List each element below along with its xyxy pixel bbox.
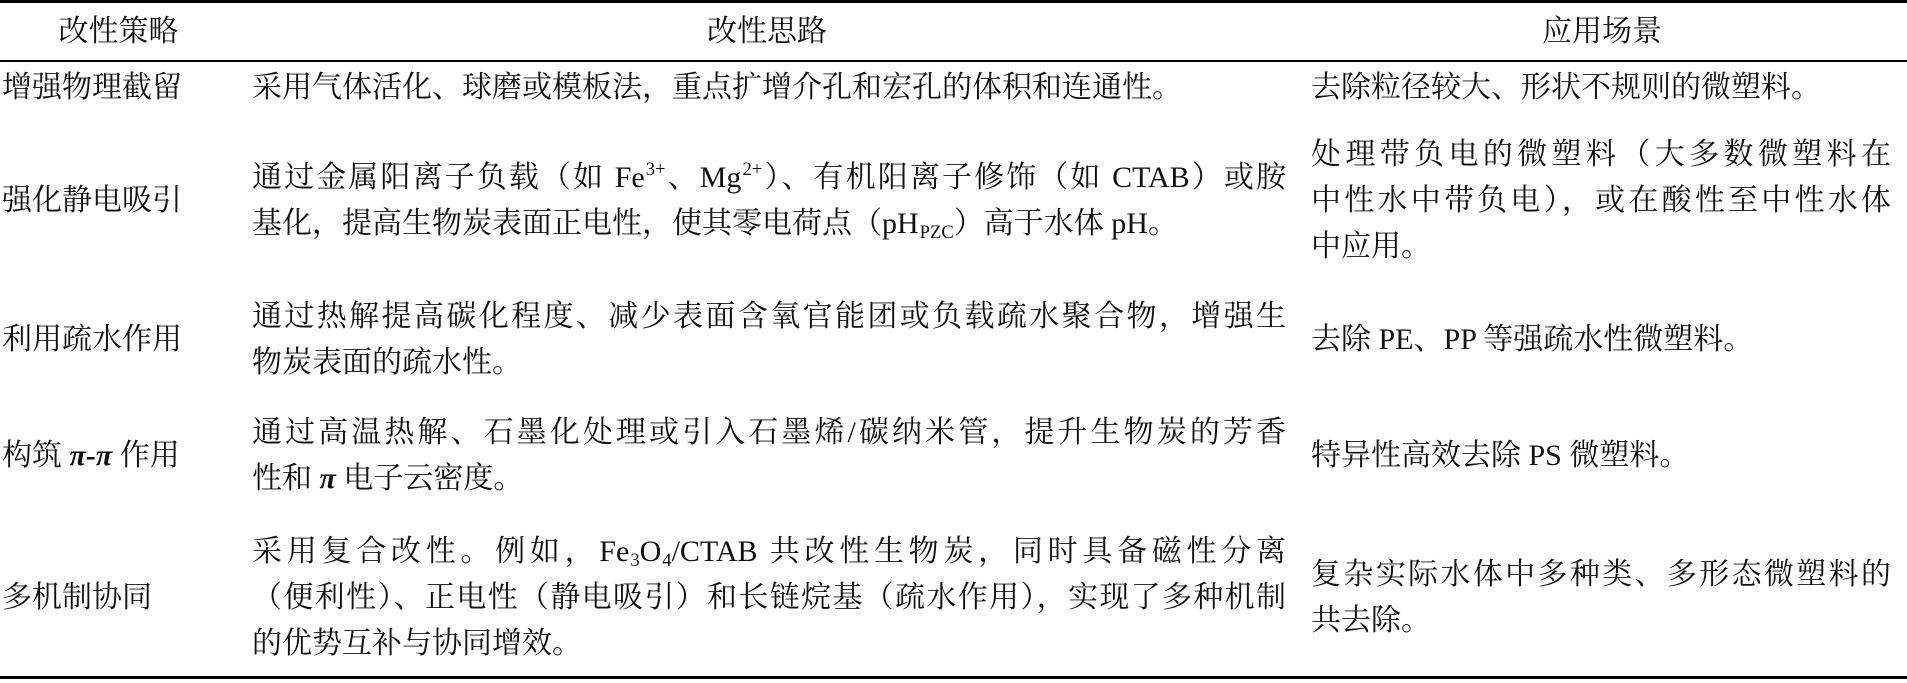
- cell-line: [2, 575, 233, 621]
- text-segment: ）、有机阳离子修饰（如 CTAB）或胺: [762, 161, 1286, 194]
- text-segment: 的优势互补与协同增效。: [252, 627, 582, 660]
- strategy-cell: [0, 114, 237, 288]
- text-segment: 中应用。: [1311, 230, 1431, 263]
- cell-line: [252, 340, 1286, 386]
- idea-cell: [237, 520, 1297, 676]
- text-segment: 通过高温热解、石墨化处理或引入石墨烯/碳纳米管，提升生物炭的芳香: [252, 416, 1286, 449]
- cell-line: [1311, 317, 1891, 363]
- cell-line: [252, 575, 1286, 621]
- header-idea: 改性思路: [237, 3, 1297, 62]
- cell-line: [2, 178, 233, 224]
- scenario-cell: [1297, 288, 1907, 392]
- superscript: 3+: [645, 159, 666, 181]
- cell-line: [2, 317, 233, 363]
- cell-line: [252, 294, 1286, 340]
- cell-line: [1311, 598, 1891, 644]
- strategy-cell: [0, 288, 237, 392]
- scenario-cell: [1297, 62, 1907, 114]
- cell-line: [252, 621, 1286, 667]
- cell-line: [1311, 433, 1891, 479]
- cell-line: [252, 410, 1286, 456]
- text-segment: /CTAB 共改性生物炭，同时具备磁性分离: [671, 535, 1286, 568]
- idea-cell: [237, 62, 1297, 114]
- text-segment: 物炭表面的疏水性。: [252, 346, 522, 379]
- header-strategy: 改性策略: [0, 3, 237, 62]
- scenario-cell: [1297, 520, 1907, 676]
- text-segment: （便利性）、正电性（静电吸引）和长链烷基（疏水作用），实现了多种机制: [252, 581, 1286, 614]
- cell-line: [1311, 65, 1891, 111]
- subscript: 3: [630, 550, 640, 572]
- text-segment: 基化，提高生物炭表面正电性，使其零电荷点（pH: [252, 207, 919, 240]
- text-segment: 电子云密度。: [335, 462, 524, 495]
- strategy-cell: [0, 520, 237, 676]
- text-segment: 通过金属阳离子负载（如 Fe: [252, 161, 645, 194]
- text-segment: 复杂实际水体中多种类、多形态微塑料的: [1311, 558, 1891, 591]
- cell-line: [1311, 132, 1891, 178]
- cell-line: [252, 201, 1286, 247]
- scenario-cell: [1297, 392, 1907, 520]
- text-segment: 去除 PE、PP 等强疏水性微塑料。: [1311, 323, 1754, 356]
- cell-line: [252, 456, 1286, 502]
- text-segment: 采用气体活化、球磨或模板法，重点扩增介孔和宏孔的体积和连通性。: [252, 71, 1182, 104]
- text-segment: O: [639, 535, 662, 568]
- cell-line: [2, 65, 233, 111]
- text-segment: 多机制协同: [2, 581, 152, 614]
- text-segment: 构筑: [2, 439, 70, 472]
- superscript: 2+: [742, 159, 763, 181]
- text-segment: 特异性高效去除 PS 微塑料。: [1311, 439, 1690, 472]
- text-segment: 性和: [252, 462, 320, 495]
- text-segment: 增强物理截留: [2, 71, 182, 104]
- text-segment: 中性水中带负电），或在酸性至中性水体: [1311, 184, 1891, 217]
- strategy-cell: [0, 62, 237, 114]
- cell-line: [1311, 552, 1891, 598]
- subscript: PZC: [919, 222, 954, 244]
- text-segment: 、Mg: [665, 161, 742, 194]
- cell-line: [252, 155, 1286, 201]
- idea-cell: [237, 392, 1297, 520]
- cell-line: [1311, 224, 1891, 270]
- idea-cell: [237, 114, 1297, 288]
- pi-symbol: π: [319, 462, 336, 495]
- text-segment: 去除粒径较大、形状不规则的微塑料。: [1311, 71, 1821, 104]
- text-segment: 通过热解提高碳化程度、减少表面含氧官能团或负载疏水聚合物，增强生: [252, 300, 1286, 333]
- text-segment: 利用疏水作用: [2, 323, 182, 356]
- text-segment: 采用复合改性。例如，Fe: [252, 535, 630, 568]
- idea-cell: [237, 288, 1297, 392]
- text-segment: 处理带负电的微塑料（大多数微塑料在: [1311, 138, 1891, 171]
- strategy-cell: [0, 392, 237, 520]
- scenario-cell: [1297, 114, 1907, 288]
- cell-line: [252, 529, 1286, 575]
- cell-line: [252, 65, 1286, 111]
- text-segment: ）高于水体 pH。: [953, 207, 1178, 240]
- text-segment: 强化静电吸引: [2, 184, 182, 217]
- text-segment: 作用: [112, 439, 180, 472]
- cell-line: [1311, 178, 1891, 224]
- header-scenario: 应用场景: [1297, 3, 1907, 62]
- text-segment: 共去除。: [1311, 604, 1431, 637]
- pi-symbol: π-π: [69, 439, 113, 472]
- subscript: 4: [662, 550, 672, 572]
- cell-line: [2, 433, 233, 479]
